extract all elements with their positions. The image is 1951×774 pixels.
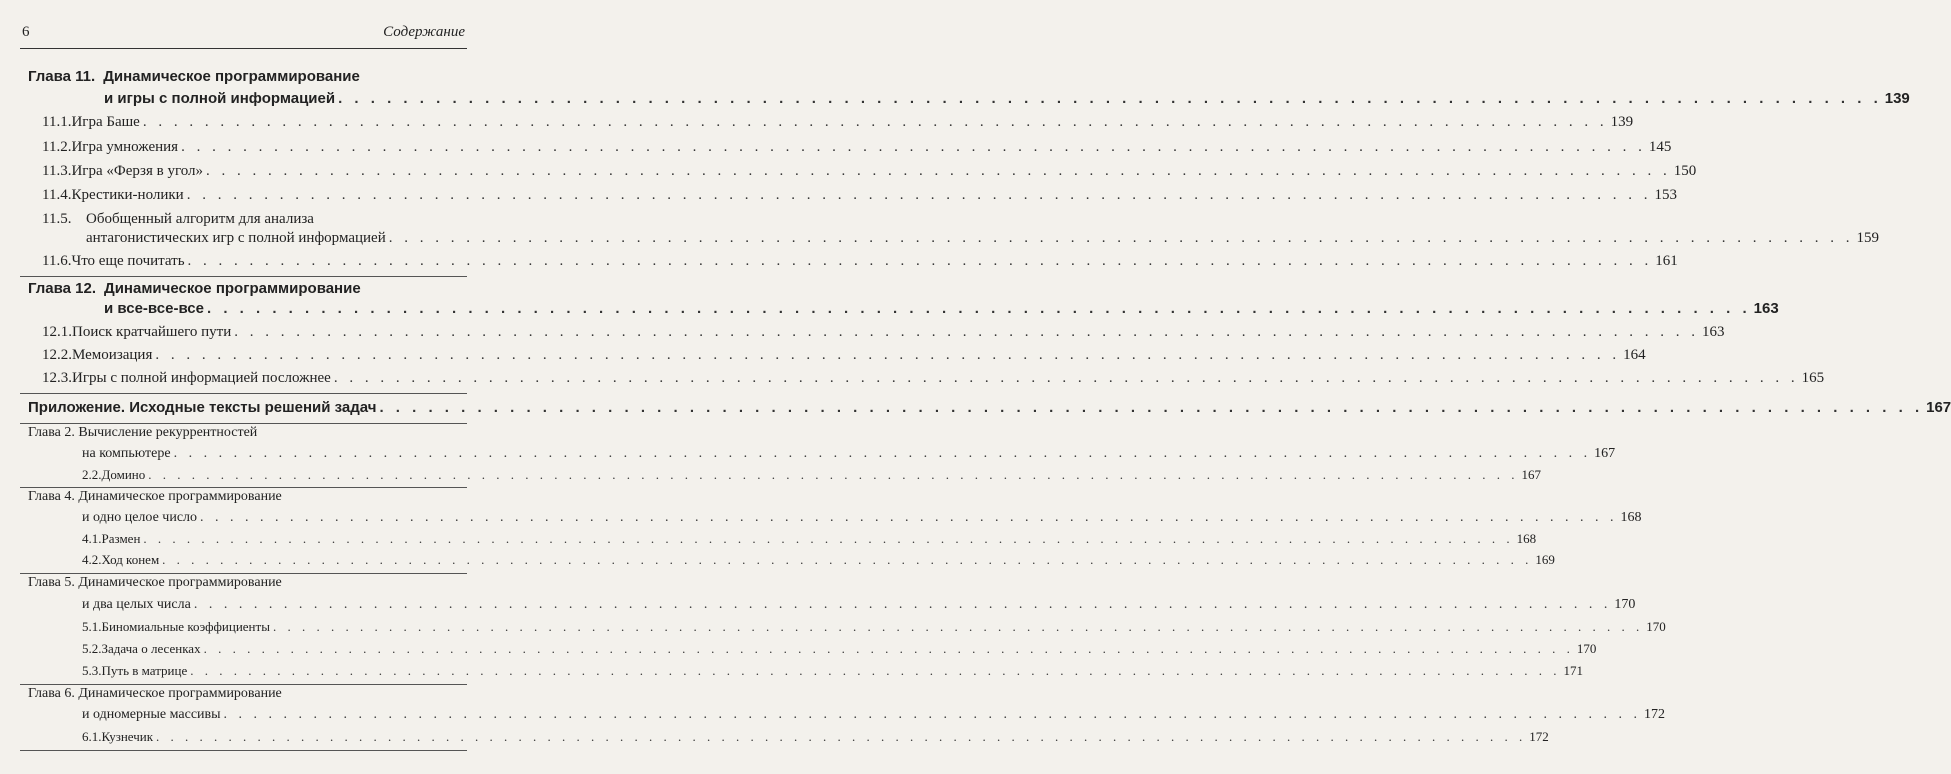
leader-dots: . . . . . . . . . . . . . . . . . . . . . . . . . . . . . . . . . . . . . . . . . . . . . . . . . . . . . . . . . . . . . . . . . . . . . . . . . . . . . . . . . . . . . . . . . . . . . . . <box>223 707 1642 722</box>
chapter-title-continued: и все-все-все <box>104 300 204 317</box>
leader-dots: . . . . . . . . . . . . . . . . . . . . . . . . . . . . . . . . . . . . . . . . . . . . . . . . . . . . . . . . . . . . . . . . . . . . . . . . . . . . . . . . . . . . . . . . . . . . . . . <box>193 597 1612 612</box>
page-ref: 168 <box>1516 531 1537 546</box>
toc-section <box>42 163 1697 180</box>
toc-chapter-11 <box>28 68 467 85</box>
section-title: Игра умножения <box>71 139 179 155</box>
divider <box>20 423 467 424</box>
section-number: 11.4. <box>42 187 72 203</box>
toc-section <box>42 324 1725 341</box>
leader-dots: . . . . . . . . . . . . . . . . . . . . . . . . . . . . . . . . . . . . . . . . . . . . . . . . . . . . . . . . . . . . . . . . . . . . . . . . . . . . . . . . . . . . . . . . . . . . . . . <box>388 230 1854 246</box>
section-number: 11.2. <box>42 139 72 155</box>
leader-dots: . . . . . . . . . . . . . . . . . . . . . . . . . . . . . . . . . . . . . . . . . . . . . . . . . . . . . . . . . . . . . . . . . . . . . . . . . . . . . . . . . . . . . . . . . . . . . . . <box>186 187 1652 203</box>
page-ref: 165 <box>1801 370 1825 386</box>
leader-dots: . . . . . . . . . . . . . . . . . . . . . . . . . . . . . . . . . . . . . . . . . . . . . . . . . . . . . . . . . . . . . . . . . . . . . . . . . . . . . . . . . . . . . . . . . . . . . . . <box>156 729 1527 744</box>
toc-section <box>82 552 1555 568</box>
page-ref: 145 <box>1648 139 1672 155</box>
page-ref: 153 <box>1654 187 1677 203</box>
leader-dots: . . . . . . . . . . . . . . . . . . . . . . . . . . . . . . . . . . . . . . . . . . . . . . . . . . . . . . . . . . . . . . . . . . . . . . . . . . . . . . . . . . . . . . . . . . . . . . . <box>143 531 1514 546</box>
toc-section-line2 <box>86 230 1879 247</box>
leader-dots: . . . . . . . . . . . . . . . . . . . . . . . . . . . . . . . . . . . . . . . . . . . . . . . . . . . . . . . . . . . . . . . . . . . . . . . . . . . . . . . . . . . . . . . . . . . . . . . <box>379 399 1924 416</box>
leader-dots: . . . . . . . . . . . . . . . . . . . . . . . . . . . . . . . . . . . . . . . . . . . . . . . . . . . . . . . . . . . . . . . . . . . . . . . . . . . . . . . . . . . . . . . . . . . . . . . <box>162 552 1533 567</box>
page-number: 6 <box>22 24 30 40</box>
page-ref: 139 <box>1884 90 1910 107</box>
section-title: Задача о лесенках <box>101 641 201 656</box>
toc-section <box>82 467 1542 483</box>
chapter-title-continued: и игры с полной информацией <box>104 90 336 107</box>
leader-dots: . . . . . . . . . . . . . . . . . . . . . . . . . . . . . . . . . . . . . . . . . . . . . . . . . . . . . . . . . . . . . . . . . . . . . . . . . . . . . . . . . . . . . . . . . . . . . . . <box>148 467 1519 482</box>
toc-section <box>42 253 1678 270</box>
section-number: 12.3. <box>42 370 72 386</box>
divider <box>20 750 467 751</box>
page-ref: 161 <box>1655 253 1678 269</box>
page-ref: 167 <box>1521 467 1542 482</box>
section-title: Размен <box>101 531 141 546</box>
section-title: Домино <box>101 467 146 482</box>
page-ref: 139 <box>1610 114 1634 130</box>
toc-section <box>42 211 467 228</box>
section-number: 11.1. <box>42 114 72 130</box>
divider <box>20 487 467 488</box>
section-number: 12.1. <box>42 324 72 340</box>
section-title: Путь в матрице <box>101 663 188 678</box>
chapter-title-continued: и два целых числа <box>82 597 191 612</box>
chapter-title: Глава 5. Динамическое программирование <box>28 575 282 590</box>
leader-dots: . . . . . . . . . . . . . . . . . . . . . . . . . . . . . . . . . . . . . . . . . . . . . . . . . . . . . . . . . . . . . . . . . . . . . . . . . . . . . . . . . . . . . . . . . . . . . . . <box>187 253 1653 269</box>
section-number: 11.3. <box>42 163 72 179</box>
section-title: Кузнечик <box>101 729 154 744</box>
chapter-title: Глава 4. Динамическое программирование <box>28 489 282 504</box>
toc-chapter-12-line2 <box>104 300 1779 317</box>
section-title: Игра Баше <box>71 114 140 130</box>
chapter-label: Глава 11. <box>28 68 96 85</box>
toc-chapter-11-line2 <box>104 90 1910 107</box>
section-title: Обобщенный алгоритм для анализа <box>86 211 314 227</box>
chapter-title: Глава 2. Вычисление рекуррентностей <box>28 425 258 440</box>
page-ref: 167 <box>1594 446 1616 461</box>
page-ref: 170 <box>1614 597 1636 612</box>
divider <box>20 573 467 574</box>
chapter-label: Глава 12. <box>28 280 97 297</box>
section-title: Игра «Ферзя в угол» <box>71 163 204 179</box>
page-ref: 163 <box>1702 324 1725 340</box>
leader-dots: . . . . . . . . . . . . . . . . . . . . . . . . . . . . . . . . . . . . . . . . . . . . . . . . . . . . . . . . . . . . . . . . . . . . . . . . . . . . . . . . . . . . . . . . . . . . . . . <box>272 619 1644 634</box>
section-title: Поиск кратчайшего пути <box>72 324 232 340</box>
toc-section <box>82 641 1597 657</box>
appendix-title: Приложение. Исходные тексты решений задач <box>28 399 377 416</box>
leader-dots: . . . . . . . . . . . . . . . . . . . . . . . . . . . . . . . . . . . . . . . . . . . . . . . . . . . . . . . . . . . . . . . . . . . . . . . . . . . . . . . . . . . . . . . . . . . . . . . <box>190 663 1561 678</box>
page-ref: 172 <box>1529 729 1549 744</box>
leader-dots: . . . . . . . . . . . . . . . . . . . . . . . . . . . . . . . . . . . . . . . . . . . . . . . . . . . . . . . . . . . . . . . . . . . . . . . . . . . . . . . . . . . . . . . . . . . . . . . <box>173 446 1592 461</box>
running-title: Содержание <box>383 24 465 40</box>
chapter-title: Глава 6. Динамическое программирование <box>28 686 282 701</box>
page-ref: 150 <box>1673 163 1697 179</box>
leader-dots: . . . . . . . . . . . . . . . . . . . . . . . . . . . . . . . . . . . . . . . . . . . . . . . . . . . . . . . . . . . . . . . . . . . . . . . . . . . . . . . . . . . . . . . . . . . . . . . <box>338 90 1882 107</box>
leader-dots: . . . . . . . . . . . . . . . . . . . . . . . . . . . . . . . . . . . . . . . . . . . . . . . . . . . . . . . . . . . . . . . . . . . . . . . . . . . . . . . . . . . . . . . . . . . . . . . <box>234 324 1699 340</box>
toc-appendix-chapter-5-line2 <box>82 597 1636 613</box>
leader-dots: . . . . . . . . . . . . . . . . . . . . . . . . . . . . . . . . . . . . . . . . . . . . . . . . . . . . . . . . . . . . . . . . . . . . . . . . . . . . . . . . . . . . . . . . . . . . . . . <box>206 300 1751 317</box>
chapter-title: Динамическое программирование <box>104 280 361 297</box>
chapter-title-continued: и одно целое число <box>82 510 198 525</box>
page-ref: 163 <box>1753 300 1779 317</box>
toc-section <box>82 729 1549 745</box>
leader-dots: . . . . . . . . . . . . . . . . . . . . . . . . . . . . . . . . . . . . . . . . . . . . . . . . . . . . . . . . . . . . . . . . . . . . . . . . . . . . . . . . . . . . . . . . . . . . . . . <box>206 163 1671 179</box>
chapter-title-continued: на компьютере <box>82 446 171 461</box>
toc-appendix-chapter-4 <box>28 489 467 505</box>
toc-appendix-chapter-5 <box>28 575 467 591</box>
toc-section <box>42 370 1825 387</box>
toc-appendix-chapter-6-line2 <box>82 707 1666 723</box>
section-title: Крестики-нолики <box>71 187 184 203</box>
divider <box>20 393 467 394</box>
toc-appendix-chapter-4-line2 <box>82 510 1642 526</box>
section-number: 5.2. <box>82 641 102 656</box>
leader-dots: . . . . . . . . . . . . . . . . . . . . . . . . . . . . . . . . . . . . . . . . . . . . . . . . . . . . . . . . . . . . . . . . . . . . . . . . . . . . . . . . . . . . . . . . . . . . . . . <box>333 370 1799 386</box>
page-ref: 172 <box>1644 707 1666 722</box>
page-ref: 159 <box>1856 230 1879 246</box>
toc-section <box>82 663 1583 679</box>
toc-section <box>42 114 1634 131</box>
leader-dots: . . . . . . . . . . . . . . . . . . . . . . . . . . . . . . . . . . . . . . . . . . . . . . . . . . . . . . . . . . . . . . . . . . . . . . . . . . . . . . . . . . . . . . . . . . . . . . . <box>155 347 1621 363</box>
section-number: 5.1. <box>82 619 102 634</box>
chapter-title-continued: и одномерные массивы <box>82 707 221 722</box>
section-number: 5.3. <box>82 663 102 678</box>
section-number: 4.1. <box>82 531 102 546</box>
section-number: 12.2. <box>42 347 72 363</box>
page-ref: 170 <box>1576 641 1597 656</box>
section-number: 11.5. <box>42 211 72 227</box>
toc-appendix <box>28 399 1951 416</box>
leader-dots: . . . . . . . . . . . . . . . . . . . . . . . . . . . . . . . . . . . . . . . . . . . . . . . . . . . . . . . . . . . . . . . . . . . . . . . . . . . . . . . . . . . . . . . . . . . . . . . <box>200 510 1618 525</box>
toc-section <box>42 139 1672 156</box>
section-title: Игры с полной информацией посложнее <box>72 370 331 386</box>
toc-section <box>42 347 1646 364</box>
toc-section <box>42 187 1677 204</box>
leader-dots: . . . . . . . . . . . . . . . . . . . . . . . . . . . . . . . . . . . . . . . . . . . . . . . . . . . . . . . . . . . . . . . . . . . . . . . . . . . . . . . . . . . . . . . . . . . . . . . <box>142 114 1608 130</box>
leader-dots: . . . . . . . . . . . . . . . . . . . . . . . . . . . . . . . . . . . . . . . . . . . . . . . . . . . . . . . . . . . . . . . . . . . . . . . . . . . . . . . . . . . . . . . . . . . . . . . <box>203 641 1574 656</box>
section-number: 11.6. <box>42 253 72 269</box>
toc-appendix-chapter-2-line2 <box>82 446 1616 462</box>
toc-appendix-chapter-6 <box>28 686 467 702</box>
chapter-title: Динамическое программирование <box>103 68 360 85</box>
leader-dots: . . . . . . . . . . . . . . . . . . . . . . . . . . . . . . . . . . . . . . . . . . . . . . . . . . . . . . . . . . . . . . . . . . . . . . . . . . . . . . . . . . . . . . . . . . . . . . . <box>181 139 1646 155</box>
page-ref: 164 <box>1623 347 1646 363</box>
divider <box>20 684 467 685</box>
toc-appendix-chapter-2 <box>28 425 467 441</box>
page-ref: 168 <box>1620 510 1642 525</box>
section-number: 2.2. <box>82 467 102 482</box>
page-ref: 171 <box>1563 663 1583 678</box>
page-ref: 169 <box>1535 552 1555 567</box>
section-title-continued: антагонистических игр с полной информацией <box>86 230 386 246</box>
section-title: Что еще почитать <box>71 253 185 269</box>
toc-section <box>82 619 1666 635</box>
section-number: 4.2. <box>82 552 102 567</box>
page-ref: 167 <box>1926 399 1951 416</box>
toc-section <box>82 531 1537 547</box>
section-title: Ход конем <box>101 552 160 567</box>
divider <box>20 276 467 277</box>
section-title: Биномиальные коэффициенты <box>101 619 270 634</box>
section-number: 6.1. <box>82 729 102 744</box>
section-title: Мемоизация <box>72 347 153 363</box>
page-ref: 170 <box>1646 619 1666 634</box>
toc-chapter-12 <box>28 280 467 297</box>
